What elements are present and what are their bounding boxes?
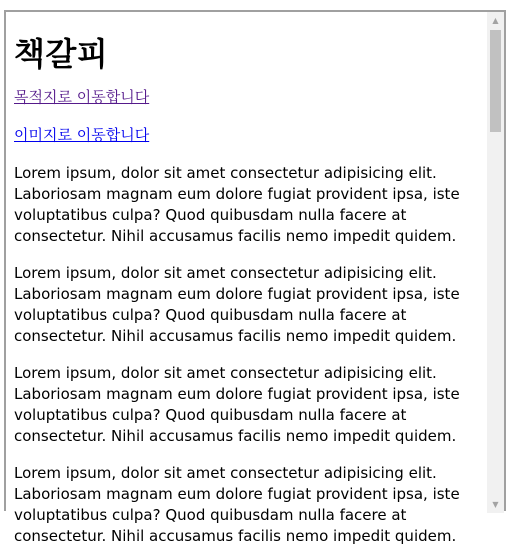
link-go-to-destination[interactable]: 목적지로 이동합니다 xyxy=(14,88,150,106)
vertical-scrollbar[interactable] xyxy=(487,12,504,513)
lorem-paragraph-3: Lorem ipsum, dolor sit amet consectetur adipisicing elit. Laboriosam magnam eum dolore fugiat provident ipsa, iste voluptatibus culpa? Quod quibusdam nulla facere at consectetur. Nihil accusamus facilis nemo impedit quidem. xyxy=(14,364,460,445)
scroll-up-arrow-icon[interactable]: ▲ xyxy=(492,16,499,25)
lorem-paragraph-4: Lorem ipsum, dolor sit amet consectetur adipisicing elit. Laboriosam magnam eum dolore fugiat provident ipsa, iste voluptatibus culpa? Quod quibusdam nulla facere at consectetur. Nihil accusamus facilis nemo impedit quidem. xyxy=(14,464,460,545)
lorem-paragraph-1: Lorem ipsum, dolor sit amet consectetur adipisicing elit. Laboriosam magnam eum dolore fugiat provident ipsa, iste voluptatibus culpa? Quod quibusdam nulla facere at consectetur. Nihil accusamus facilis nemo impedit quidem. xyxy=(14,164,460,245)
link-go-to-image[interactable]: 이미지로 이동합니다 xyxy=(14,126,150,144)
scroll-thumb[interactable] xyxy=(490,30,501,132)
browser-viewport xyxy=(4,10,506,545)
lorem-paragraph-2: Lorem ipsum, dolor sit amet consectetur adipisicing elit. Laboriosam magnam eum dolore fugiat provident ipsa, iste voluptatibus culpa? Quod quibusdam nulla facere at consectetur. Nihil accusamus facilis nemo impedit quidem. xyxy=(14,264,460,345)
page-content xyxy=(14,12,484,545)
page-title: 책갈피 xyxy=(14,35,109,73)
scroll-down-arrow-icon[interactable]: ▼ xyxy=(492,500,499,509)
